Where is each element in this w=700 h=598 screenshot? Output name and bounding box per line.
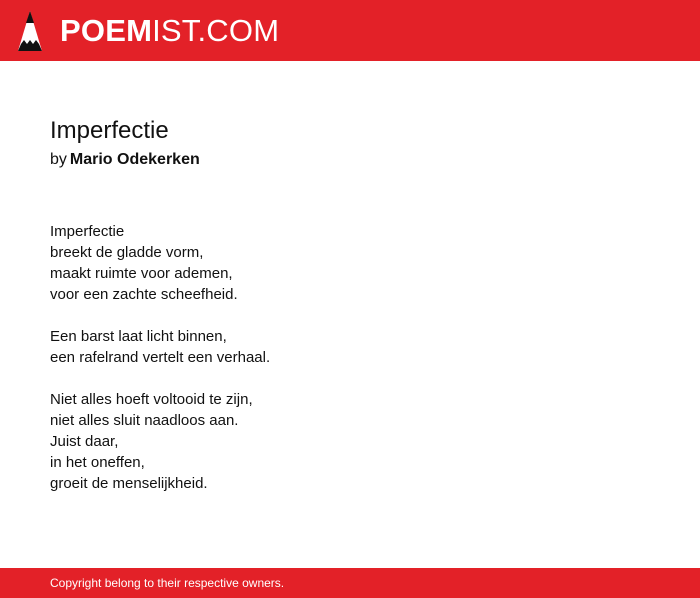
- poem-line: in het oneffen,: [50, 454, 145, 471]
- poem-title: Imperfectie: [50, 117, 169, 144]
- poem-content: [50, 115, 650, 494]
- brand-wordmark: [60, 15, 279, 46]
- site-header: [0, 0, 700, 61]
- poem-line: breekt de gladde vorm,: [50, 244, 204, 261]
- poem-body: [50, 221, 650, 494]
- stanza: [50, 389, 650, 494]
- poem-line: Een barst laat licht binnen,: [50, 328, 227, 345]
- site-footer: [0, 568, 700, 598]
- by-label: by: [50, 151, 67, 168]
- poem-line: voor een zachte scheefheid.: [50, 286, 238, 303]
- byline: [50, 149, 650, 171]
- author-link[interactable]: Mario Odekerken: [69, 151, 200, 168]
- pencil-tip-icon: [17, 10, 43, 52]
- poem-line: Niet alles hoeft voltooid te zijn,: [50, 391, 253, 408]
- logo-link[interactable]: [17, 10, 279, 52]
- stanza: [50, 326, 650, 368]
- poem-line: een rafelrand vertelt een verhaal.: [50, 349, 271, 366]
- brand-light: IST.COM: [152, 13, 280, 48]
- poem-line: Juist daar,: [50, 433, 119, 450]
- poem-line: maakt ruimte voor ademen,: [50, 265, 233, 282]
- copyright-text: Copyright belong to their respective owners.: [50, 576, 285, 590]
- stanza: [50, 221, 650, 305]
- poem-line: niet alles sluit naadloos aan.: [50, 412, 239, 429]
- brand-bold: POEM: [60, 13, 153, 48]
- poem-line: Imperfectie: [50, 223, 125, 240]
- poem-line: groeit de menselijkheid.: [50, 475, 208, 492]
